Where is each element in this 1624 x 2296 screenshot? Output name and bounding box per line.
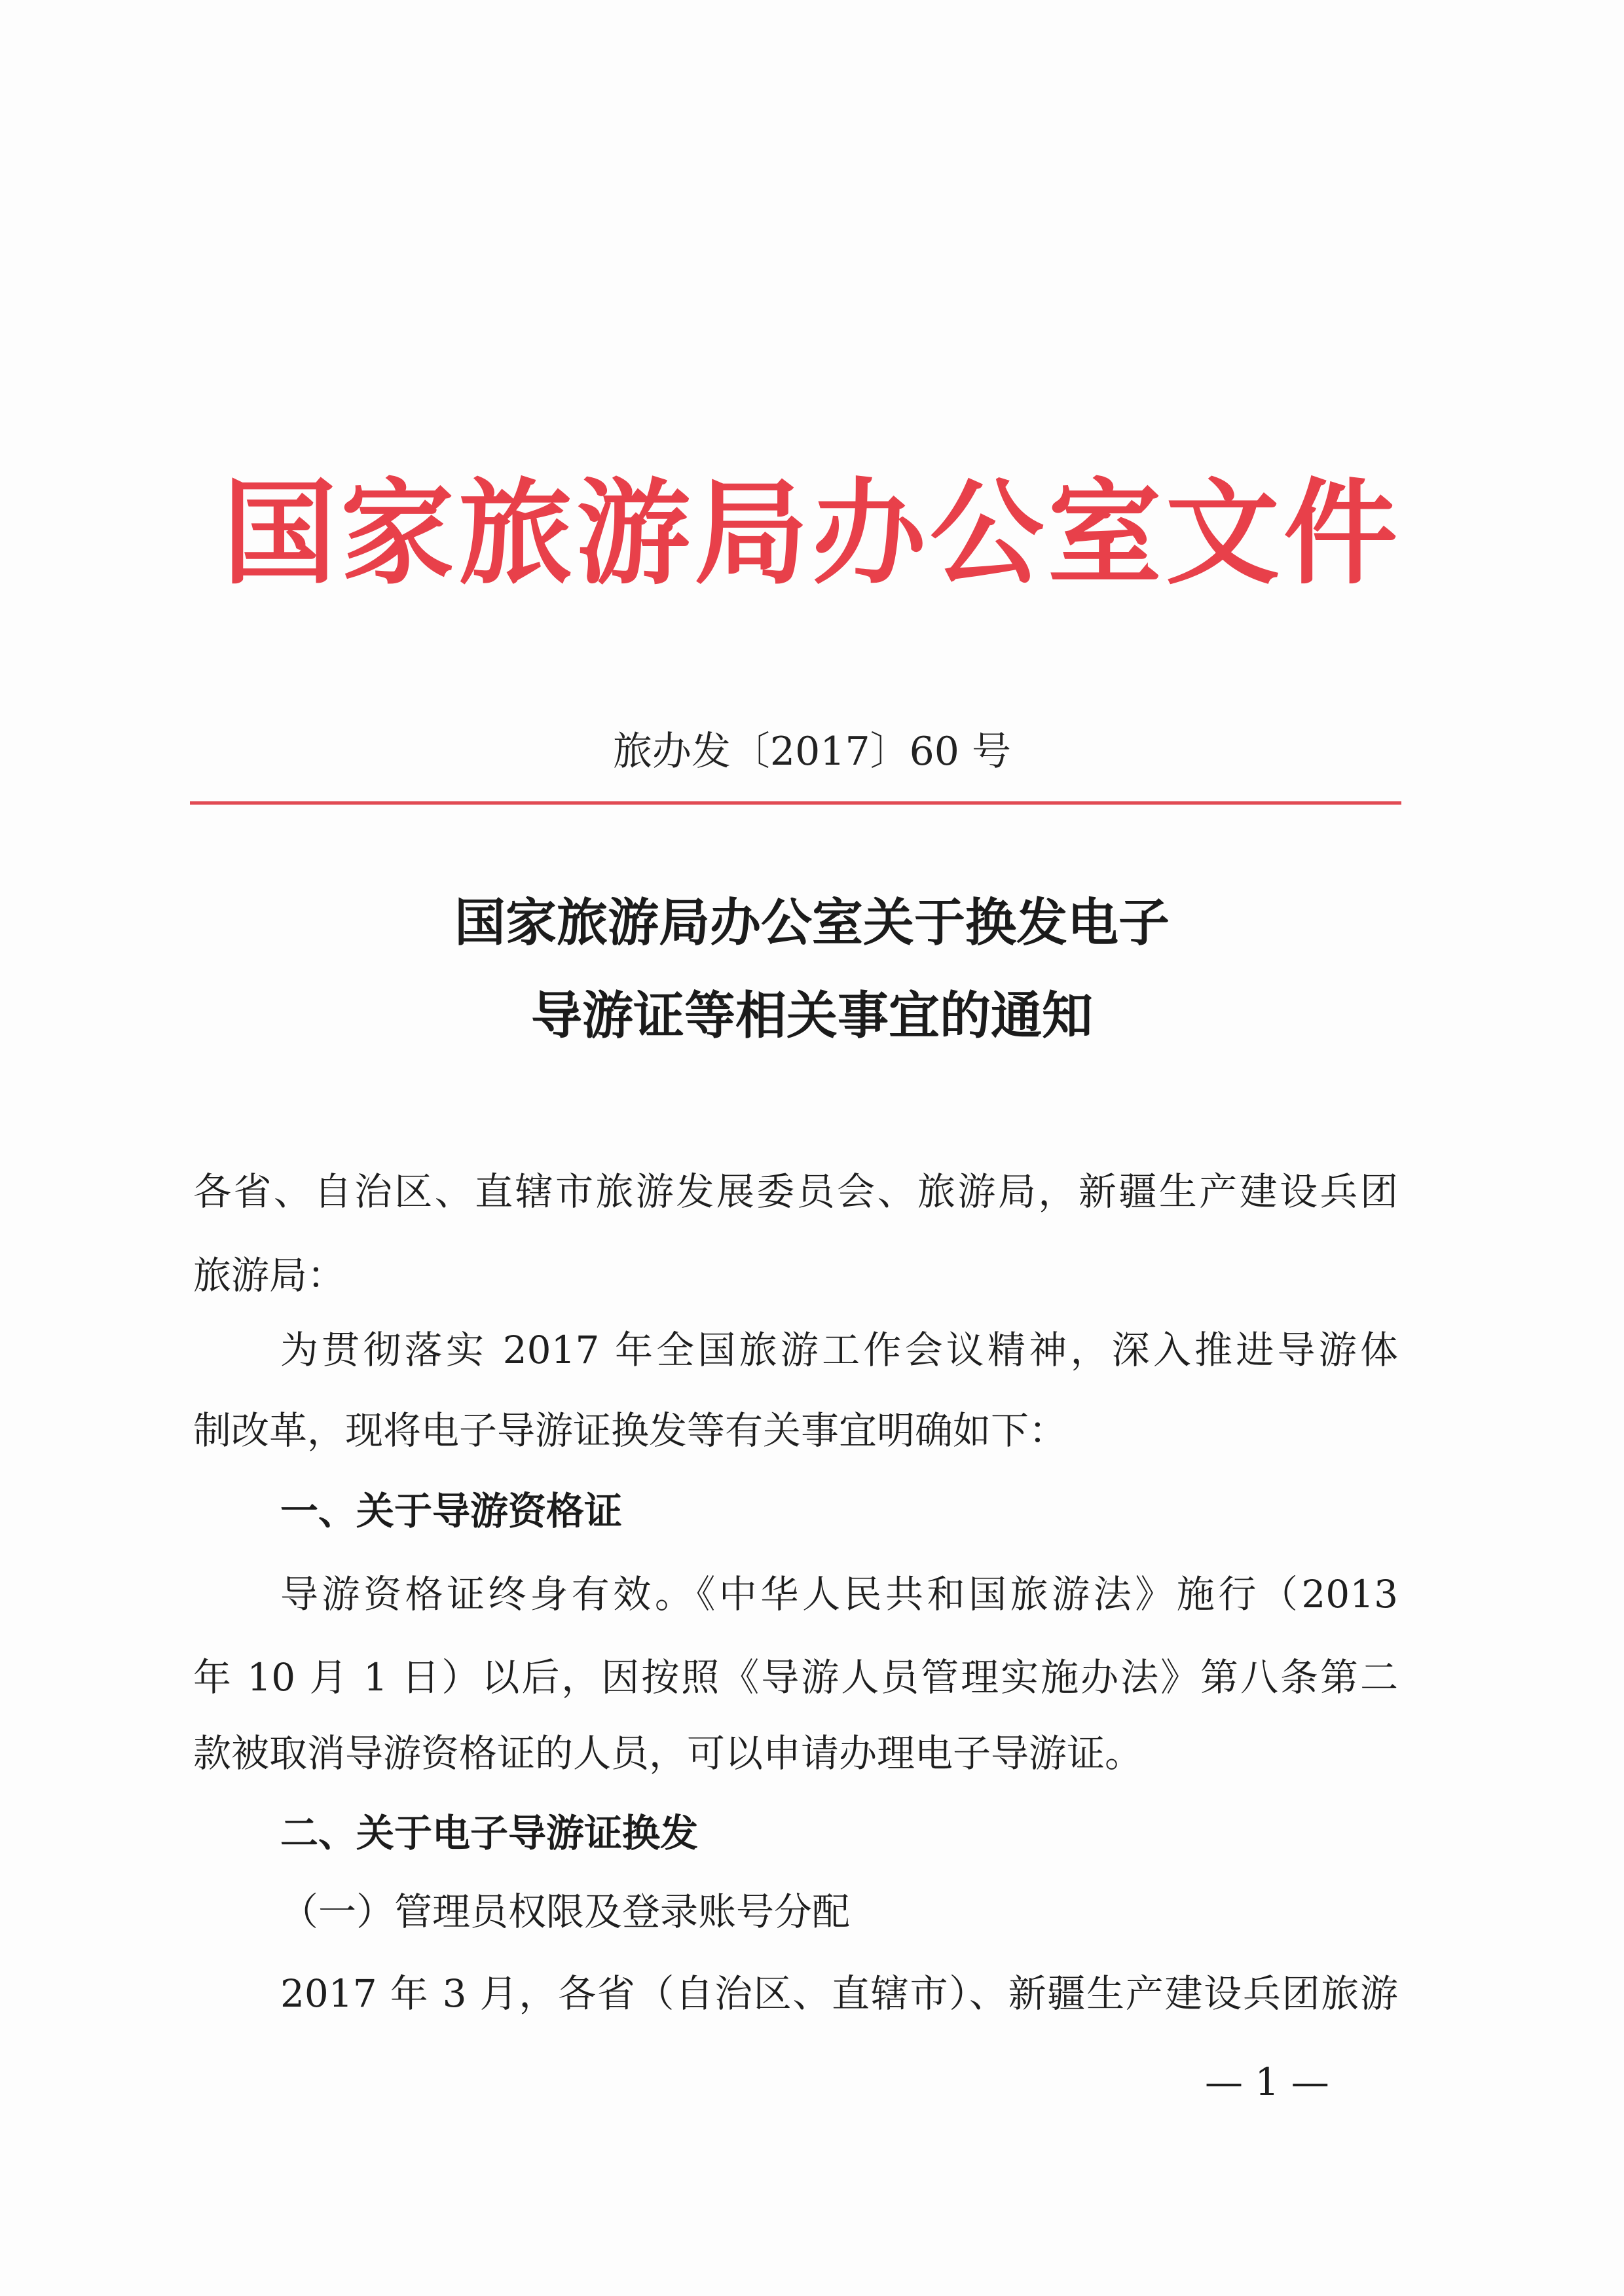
page-number: — 1 — <box>1205 2060 1329 2104</box>
subject-title-line-1: 国家旅游局办公室关于换发电子 <box>454 894 1170 953</box>
section-1-line-3: 款被取消导游资格证的人员，可以申请办理电子导游证。 <box>193 1731 1143 1776</box>
addressee-line-2: 旅游局： <box>193 1253 346 1298</box>
intro-line-2: 制改革，现将电子导游证换发等有关事宜明确如下： <box>193 1408 1067 1453</box>
red-divider-rule <box>190 801 1401 805</box>
issuer-header-title: 国家旅游局办公室文件 <box>222 467 1401 600</box>
section-2-heading: 二、关于电子导游证换发 <box>280 1811 699 1855</box>
section-1-line-2: 年 10 月 1 日）以后，因按照《导游人员管理实施办法》第八条第二 <box>193 1655 1398 1700</box>
document-number: 旅办发〔2017〕60 号 <box>612 729 1012 774</box>
addressee-line-1: 各省、自治区、直辖市旅游发展委员会、旅游局，新疆生产建设兵团 <box>193 1169 1398 1214</box>
subject-title-line-2: 导游证等相关事宜的通知 <box>530 987 1093 1046</box>
intro-line-1: 为贯彻落实 2017 年全国旅游工作会议精神，深入推进导游体 <box>280 1328 1398 1372</box>
section-1-heading: 一、关于导游资格证 <box>280 1489 623 1533</box>
section-2-subheading: （一）管理员权限及登录账号分配 <box>280 1889 851 1934</box>
section-1-line-1: 导游资格证终身有效。《中华人民共和国旅游法》施行（2013 <box>280 1572 1398 1616</box>
section-2-line-1: 2017 年 3 月，各省（自治区、直辖市）、新疆生产建设兵团旅游 <box>280 1971 1398 2016</box>
